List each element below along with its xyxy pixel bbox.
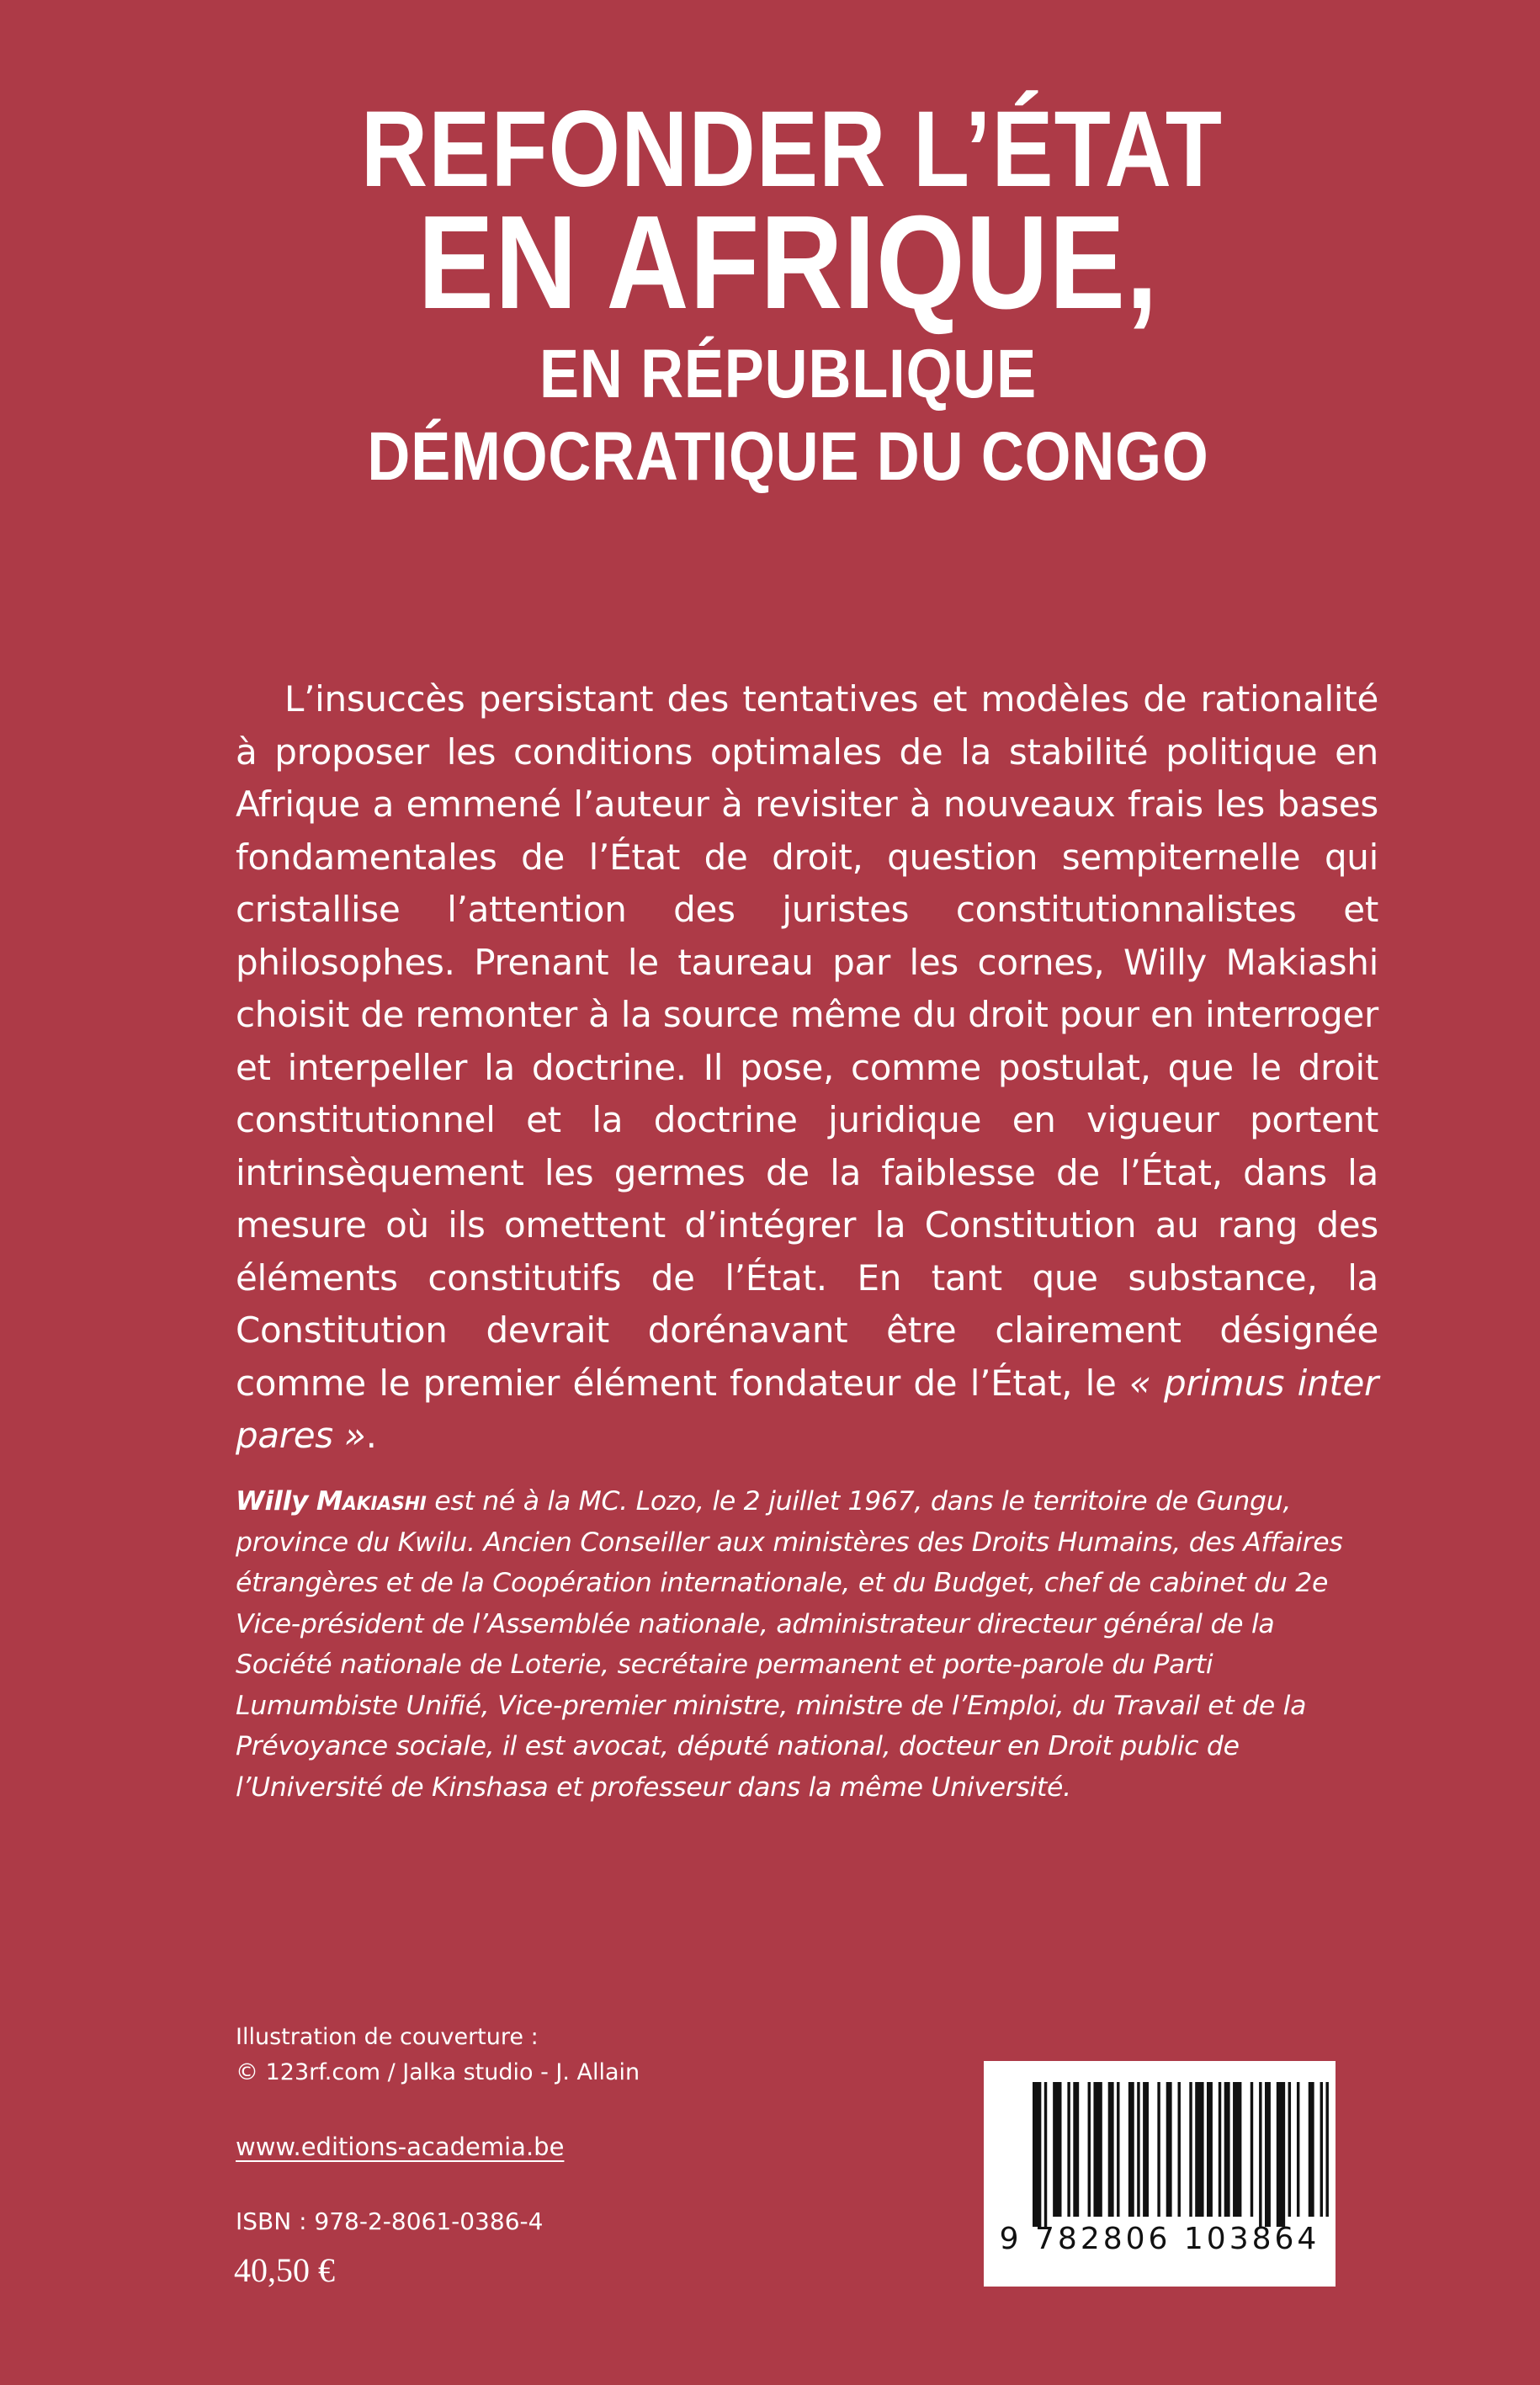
- title-line-1: REFONDER L’ÉTAT: [360, 89, 1223, 210]
- author-biography: [236, 1481, 1372, 1808]
- barcode-bar: [1320, 2082, 1323, 2217]
- price: 40,50 €: [234, 2251, 335, 2289]
- barcode-bar: [1128, 2082, 1134, 2217]
- barcode-bar: [1265, 2082, 1271, 2227]
- barcode-bar: [1073, 2082, 1079, 2217]
- credits-source: © 123rf.com / Jalka studio - J. Allain: [236, 2059, 640, 2085]
- barcode-digits: 9 782806 103864: [999, 2222, 1320, 2256]
- title-line-4: DÉMOCRATIQUE DU CONGO: [367, 418, 1209, 495]
- barcode-bar: [1137, 2082, 1139, 2217]
- barcode-bar: [1044, 2082, 1047, 2227]
- barcode-bar: [1233, 2082, 1241, 2217]
- barcode-bar: [1166, 2082, 1172, 2217]
- barcode-bar: [1178, 2082, 1181, 2217]
- barcode-bar: [1189, 2082, 1192, 2217]
- barcode-bar: [1195, 2082, 1203, 2217]
- publisher-website-link[interactable]: www.editions-academia.be: [236, 2133, 565, 2161]
- barcode-bar: [1219, 2082, 1221, 2217]
- title-line-2: EN AFRIQUE,: [417, 189, 1159, 337]
- book-title: [108, 89, 1432, 498]
- barcode-bar: [1251, 2082, 1253, 2217]
- barcode-bar: [1093, 2082, 1102, 2217]
- barcode-bar: [1088, 2082, 1091, 2217]
- barcode-bar: [1277, 2082, 1285, 2227]
- barcode-bar: [1053, 2082, 1061, 2217]
- summary-italic-phrase: « primus inter pares »: [236, 1362, 1378, 1456]
- isbn: ISBN : 978-2-8061-0386-4: [236, 2207, 544, 2235]
- summary-end: .: [365, 1415, 377, 1456]
- author-first-name: Willy: [236, 1486, 309, 1517]
- barcode-bar: [1288, 2082, 1291, 2217]
- barcode-bar: [1207, 2082, 1213, 2217]
- barcode-bar: [1309, 2082, 1314, 2217]
- book-summary: [236, 673, 1378, 1463]
- barcode-bar: [1297, 2082, 1299, 2217]
- barcode-bar: [1108, 2082, 1114, 2217]
- barcode-bar: [1143, 2082, 1149, 2217]
- barcode-bar: [1067, 2082, 1070, 2217]
- author-last-name: Makiashi: [316, 1486, 427, 1517]
- barcode-bar: [1259, 2082, 1261, 2227]
- barcode-bar: [1033, 2082, 1041, 2227]
- barcode-bar: [1224, 2082, 1230, 2217]
- illustration-credits: [236, 2020, 640, 2090]
- credits-label: Illustration de couverture :: [236, 2024, 539, 2050]
- barcode-bar: [1157, 2082, 1160, 2217]
- summary-main-text: L’insuccès persistant des tentatives et modèles de rationalité à proposer les conditions optimales de la stabilité politique en Afrique a emmené l’auteur à revisiter à nouveaux frais les bases fondamentales de l’État de droit, question sempiternelle qui cristallise l’attention des juristes constitutionnalistes et philosophes. Prenant le taureau par les cornes, Willy Makiashi choisit de remonter à la source même du droit pour en interroger et interpeller la doctrine. Il pose, comme postulat, que le droit constitutionnel et la doctrine juridique en vigueur portent intrinsèquement les germes de la faiblesse de l’État, dans la mesure où ils omettent d’intégrer la Constitution au rang des éléments constitutifs de l’État. En tant que substance, la Constitution devrait dorénavant être clairement désignée comme le premier élément fondateur de l’État, le: [236, 678, 1378, 1404]
- title-line-3: EN RÉPUBLIQUE: [539, 336, 1038, 412]
- barcode-bar: [1117, 2082, 1119, 2217]
- author-bio-text: est né à la MC. Lozo, le 2 juillet 1967, dans le territoire de Gungu, province du Kwilu. Ancien Conseiller aux ministères des Droits Humains, des Affaires étrangères et de la Coopération internationale, et du Budget, chef de cabinet du 2e Vice-président de l’Assemblée nationale, administrateur directeur général de la Société nationale de Loterie, secrétaire permanent et porte-parole du Parti Lumumbiste Unifié, Vice-premier ministre, ministre de l’Emploi, du Travail et de la Prévoyance sociale, il est avocat, député national, docteur en Droit public de l’Université de Kinshasa et professeur dans la même Université.: [236, 1486, 1343, 1803]
- barcode: [984, 2061, 1336, 2287]
- barcode-bar: [1325, 2082, 1328, 2217]
